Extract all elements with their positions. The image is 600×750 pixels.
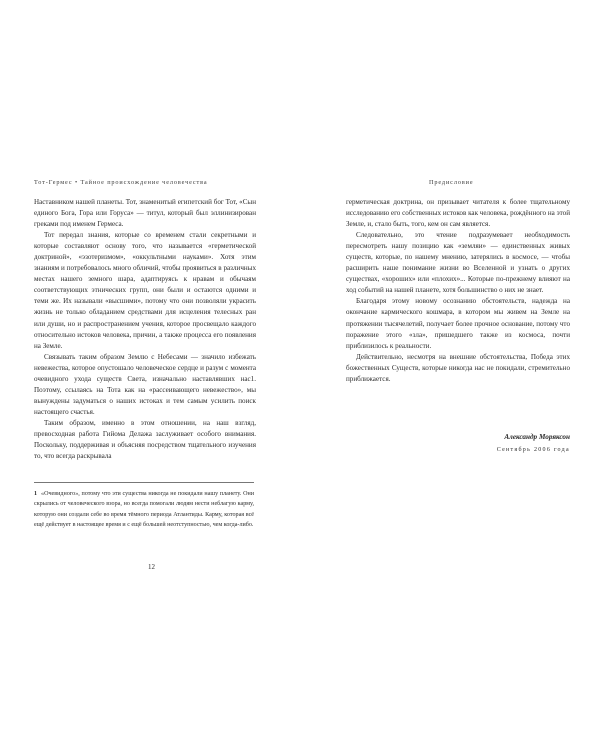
footnote-divider (34, 482, 254, 483)
paragraph: Наставником нашей планеты. Тот, знаменитый египетский бог Тот, «Сын единого Бога, Гора или Горуса» — титул, который был эллинизирован греками под именем Гермеса. (34, 198, 256, 229)
footnote-number: 1 (34, 491, 38, 497)
paragraph: Действительно, несмотря на внешние обстоятельства, Победа этих божественных Существ, которые никогда нас не покидали, стремительно приближается. (346, 352, 570, 383)
running-head-section-title: Предисловие (429, 179, 474, 186)
footnote (34, 489, 254, 531)
author-signature: Александр Моряксон (504, 433, 570, 441)
running-head-book-title: Тот-Гермес • Тайное происхождение человечества (34, 179, 208, 186)
footnote-text: «Очевидного», потому что эти существа никогда не покидали нашу планету. Они скрылись от человеческого взора, но всегда помогали людям нести неблагую карму, которую они создали себе во время тёмного периода Атлантиды. Карму, которая всё ещё действует в настоящее время и с ещё большей неотступностью, чем когда-либо. (34, 491, 254, 529)
page-number: 12 (148, 563, 155, 571)
paragraph: Таким образом, именно в этом отношении, на наш взгляд, превосходная работа Гийома Делажа заслуживает особого внимания. Поскольку, поддерживая и объясняя посредством тщательного изучения то, что всегда раскрывала (34, 418, 256, 461)
paragraph: Тот передал знания, которые со временем стали секретными и которые составляют основу того, что называется «герметической доктриной», «эзотеризмом», «оккультными науками». Хотя этим знаниям и потребовалось много обличий, чтобы проявиться в различных местах нашего земного шара, адаптируясь к нравам и обычаям соответствующих этнических групп, они были и остаются одними и теми же. Их называли «высшими», потому что они позволяли украсить жизнь не только обладанием средствами для исцеления телесных ран или души, но и распространением учения, которое просвещало каждого относительно истоков человека, причин, а также процесса его появления на Земле. (34, 231, 256, 350)
paragraph: Следовательно, это чтение подразумевает необходимость пересмотреть нашу позицию как «земляи» — единственных живых существ, которые, по нашему мнению, затерялись в космосе, — чтобы расширить наше понимание жизни во Вселенной и узнать о других существах, «хороших» или «плохих»... Которые по-прежнему влияют на ход событий на нашей планете, хотя большинство о них не знает. (346, 231, 570, 295)
preface-date: Сентябрь 2006 года (496, 447, 570, 453)
right-page-body (346, 197, 570, 385)
paragraph: Благодаря этому новому осознанию обстоятельств, надежда на окончание кармического кошмара, в котором мы живем на Земле на протяжении тысячелетий, получает более прочное основание, потому что поражение этого «зла», пришедшего также из космоса, почти приблизилось к реальности. (346, 297, 570, 350)
paragraph: герметическая доктрина, он призывает читателя к более тщательному исследованию его собственных истоков как человека, рождённого на этой Земле, и, стало быть, того, кем он сам является. (346, 198, 570, 229)
left-page-body (34, 197, 256, 462)
paragraph: Связывать таким образом Землю с Небесами — значило избежать невежества, которое опустошало человеческое сердце и разум с момента очевидного ухода существ Света, изначально наставлявших нас1. Поэтому, ссылаясь на Тота как на «рассеивающего невежество», мы вынуждены задуматься о наших истоках и тем самым усилить поиск настоящего счастья. (34, 352, 256, 416)
